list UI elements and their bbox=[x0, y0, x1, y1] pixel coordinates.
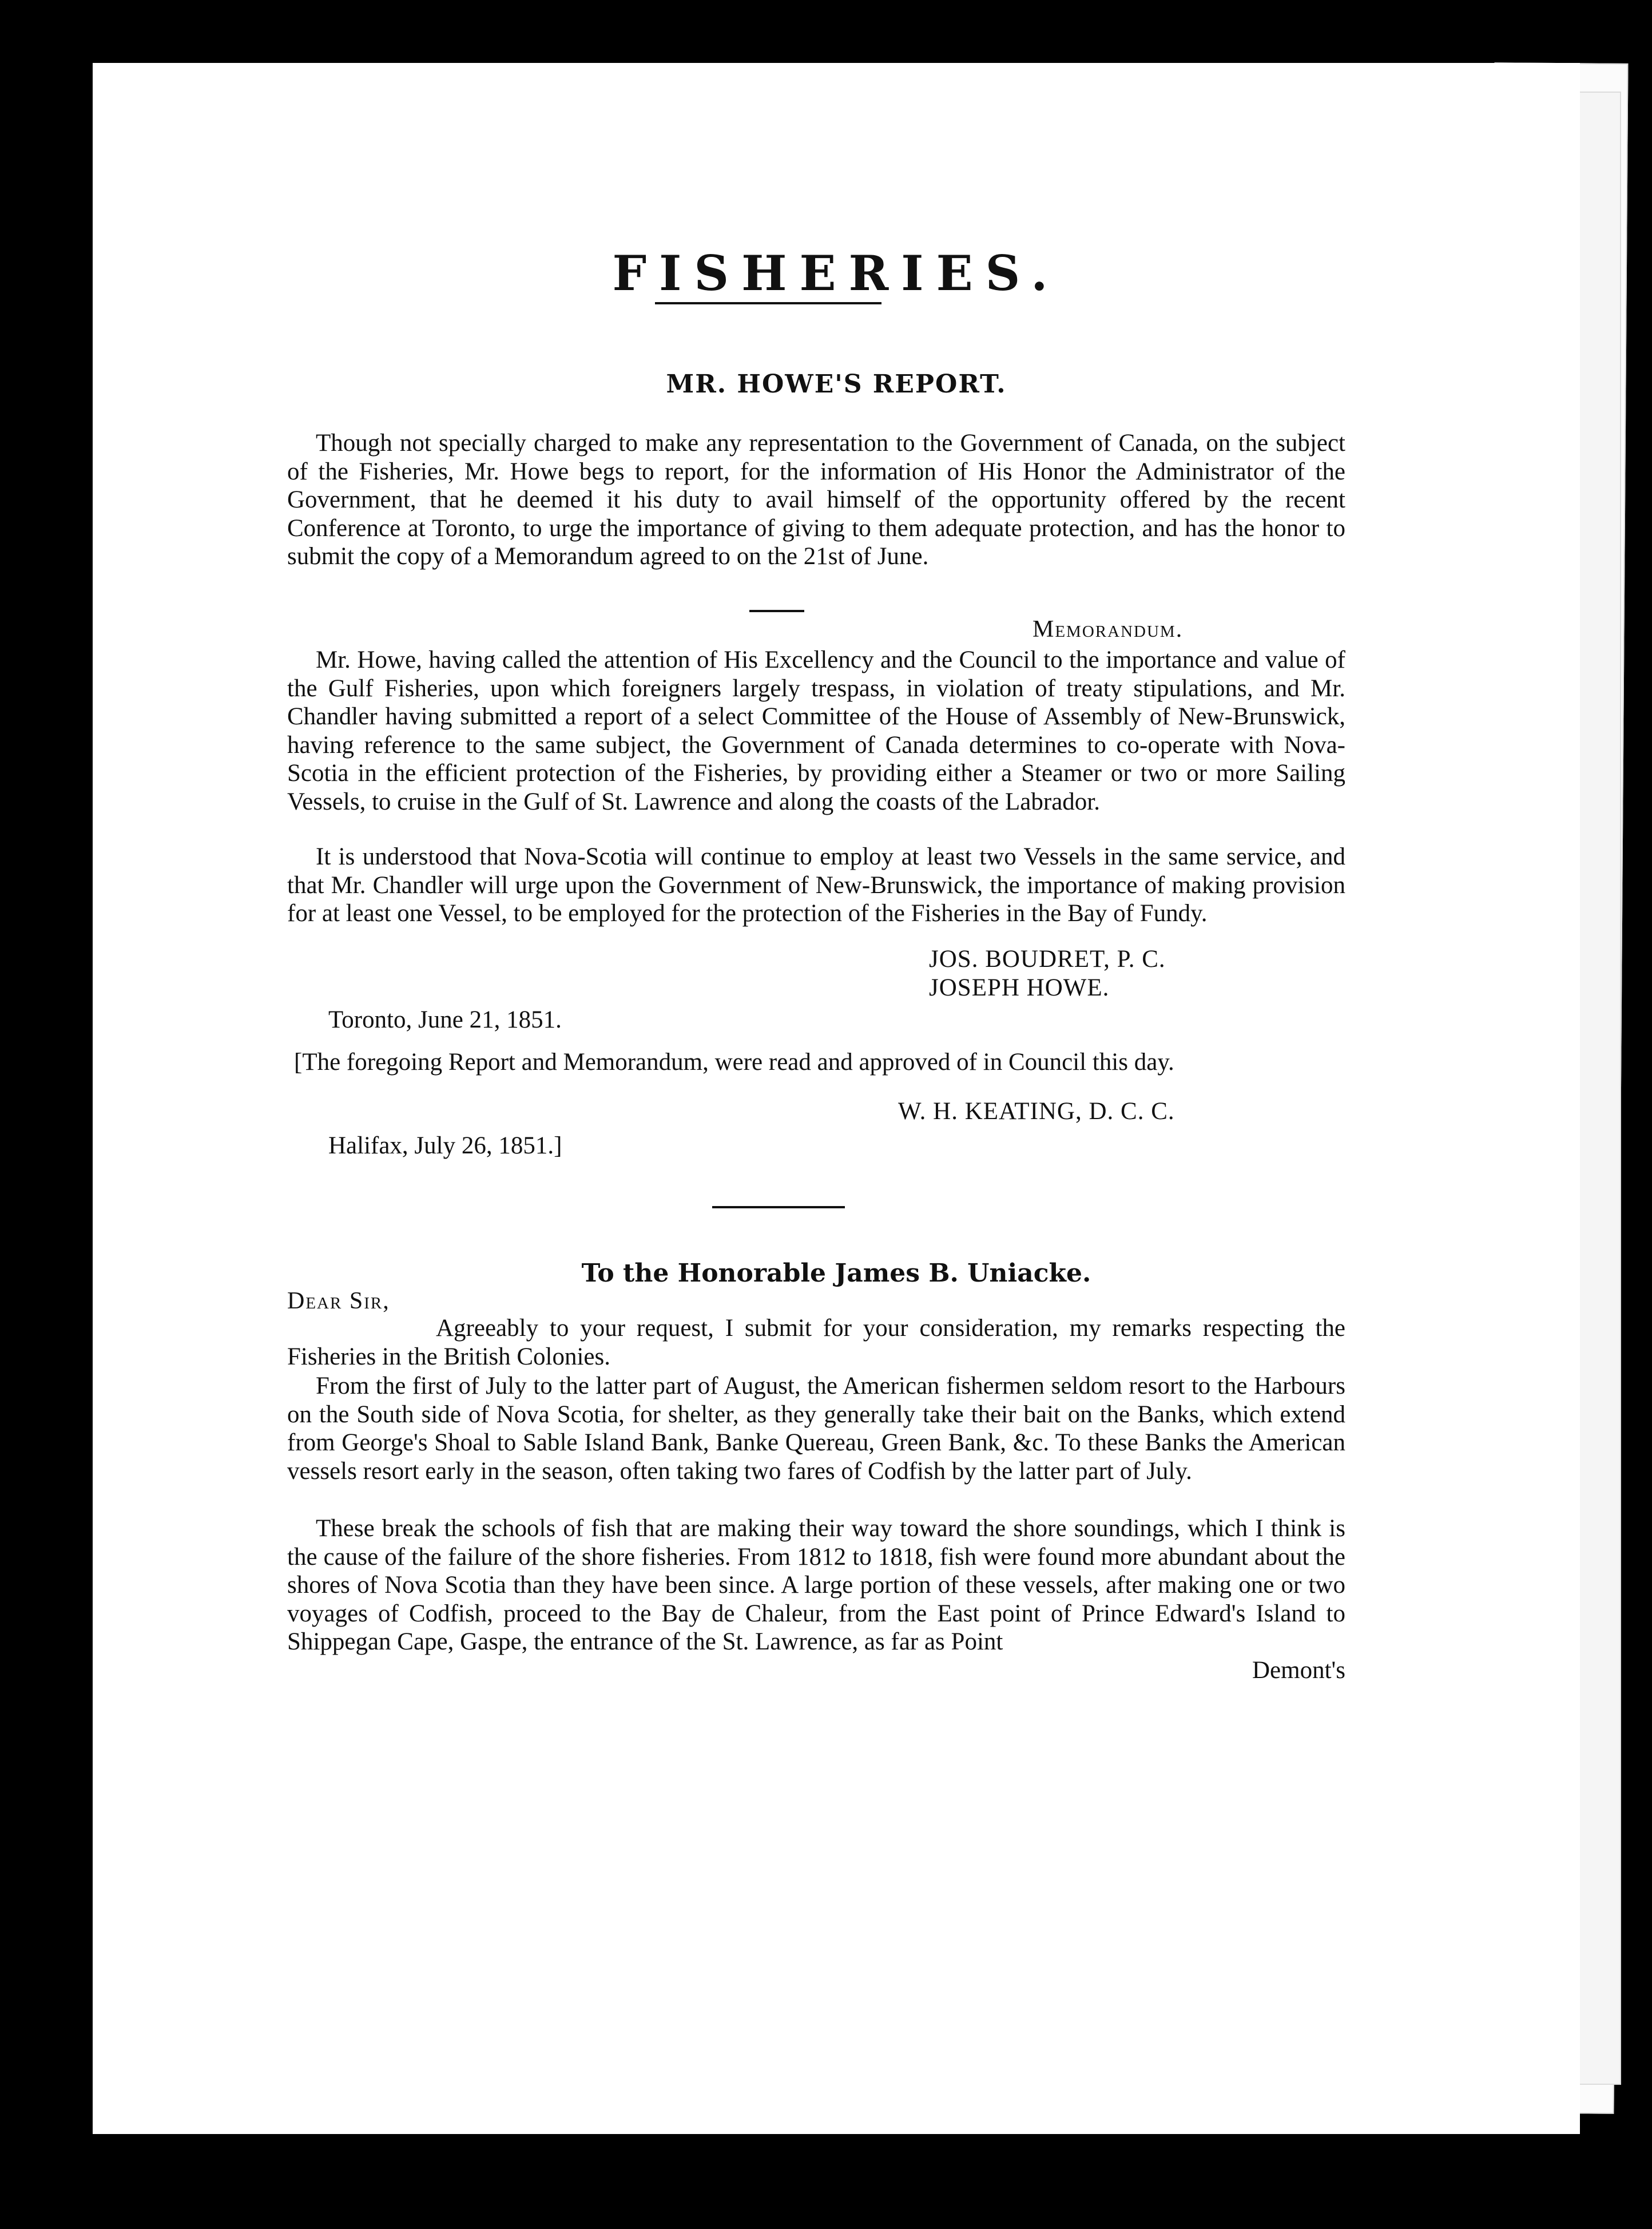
title-rule bbox=[655, 302, 881, 304]
short-rule bbox=[749, 610, 804, 612]
report-heading: MR. HOWE'S REPORT. bbox=[666, 370, 1007, 399]
letter-paragraph-2: From the first of July to the latter part of August, the American fishermen seldom resort to the Harbours on the South side of Nova Scotia, for shelter, as they generally take their bait on the Banks, which extend from George's Shoal to Sable Island Bank, Banke Quereau, Green Bank, &c. To these Banks the American vessels resort early in the season, often taking two fares of Codfish by the latter part of July. bbox=[287, 1373, 1345, 1485]
approval-signatory: W. H. KEATING, D. C. C. bbox=[898, 1098, 1175, 1125]
memorandum-paragraph-2: It is understood that Nova-Scotia will continue to employ at least two Vessels in the same service, and that Mr. Chandler will urge upon the Government of New-Brunswick, the importance of making provision for at least one Vessel, to be employed for the protection of the Fisheries in the Bay of Fundy. bbox=[287, 843, 1345, 927]
letter-paragraph-3: These break the schools of fish that are making their way toward the shore soundings, which I think is the cause of the failure of the shore fisheries. From 1812 to 1818, fish were found more abundant about the shores of Nova Scotia than they have been since. A large portion of these vessels, after making one or two voyages of Codfish, proceed to the Bay de Chaleur, from the East point of Prince Edward's Island to Shippegan Cape, Gaspe, the entrance of the St. Lawrence, as far as Point bbox=[287, 1515, 1345, 1655]
section-rule bbox=[712, 1206, 845, 1208]
toronto-date: Toronto, June 21, 1851. bbox=[328, 1006, 562, 1033]
approval-paragraph: [The foregoing Report and Memorandum, were read and approved of in Council this day. bbox=[294, 1049, 1174, 1076]
document-page bbox=[93, 63, 1580, 2134]
letter-heading: To the Honorable James B. Uniacke. bbox=[581, 1259, 1091, 1288]
report-paragraph: Though not specially charged to make any representation to the Government of Canada, on the subject of the Fisheries, Mr. Howe begs to report, for the information of His Honor the Administrator of the Government, that he deemed it his duty to avail himself of the opportunity offered by the recent Conference at Toronto, to urge the importance of giving to them adequate protection, and has the honor to submit the copy of a Memorandum agreed to on the 21st of June. bbox=[287, 430, 1345, 570]
signatory-howe: JOSEPH HOWE. bbox=[929, 974, 1110, 1001]
letter-salutation: Dear Sir, bbox=[287, 1288, 390, 1314]
memorandum-paragraph-1: Mr. Howe, having called the attention of His Excellency and the Council to the importance and value of the Gulf Fisheries, upon which foreigners largely trespass, in violation of treaty stipulations, and Mr. Chandler having submitted a report of a select Committee of the House of Assembly of New-Brunswick, having reference to the same subject, the Government of Canada determines to co-operate with Nova-Scotia in the efficient protection of the Fisheries, by providing either a Steamer or two or more Sailing Vessels, to cruise in the Gulf of St. Lawrence and along the coasts of the Labrador. bbox=[287, 647, 1345, 815]
letter-paragraph-1: Agreeably to your request, I submit for your consideration, my remarks respecting the Fisheries in the British Colonies. bbox=[287, 1315, 1345, 1370]
halifax-date: Halifax, July 26, 1851.] bbox=[328, 1132, 562, 1159]
memorandum-label: Memorandum. bbox=[1032, 616, 1184, 642]
catchword: Demont's bbox=[1252, 1657, 1345, 1684]
document-title: FISHERIES. bbox=[612, 245, 1061, 302]
signatory-boudret: JOS. BOUDRET, P. C. bbox=[929, 946, 1166, 973]
